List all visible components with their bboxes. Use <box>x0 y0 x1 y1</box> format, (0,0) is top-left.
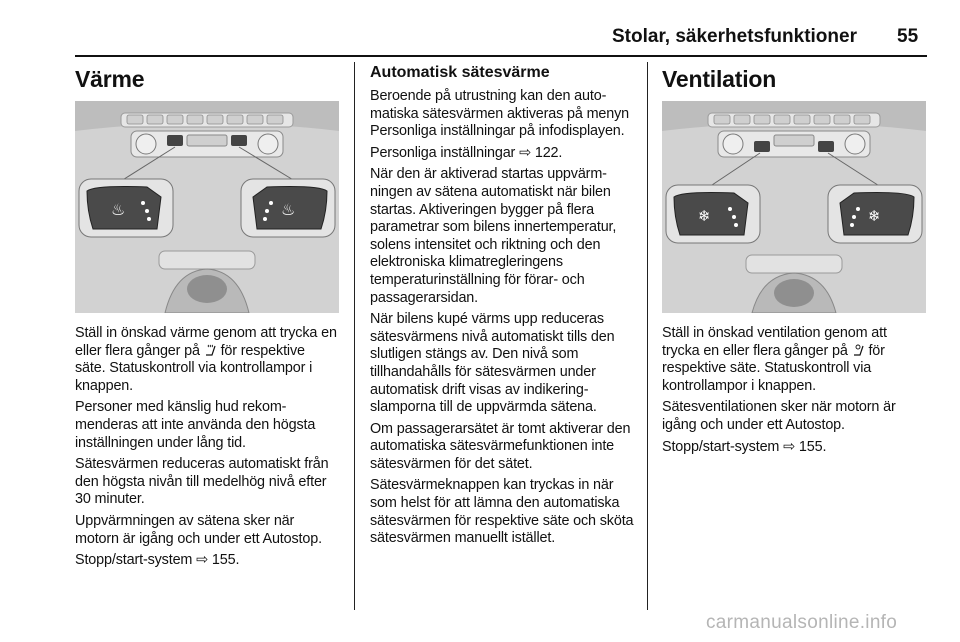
seat-ventilation-icon <box>852 343 865 356</box>
heating-auto-reduce-paragraph: Sätesvärmen reduceras automatiskt från den högsta nivån till medelhög nivå efter 30 minuter. <box>75 456 329 508</box>
page-header <box>0 22 960 52</box>
page-ref-arrow-icon: ⇨ <box>783 438 796 455</box>
heading-automatic-heating: Automatisk sätesvärme <box>370 64 550 81</box>
column-divider-1 <box>354 62 355 610</box>
page-number: 55 <box>897 26 919 47</box>
column-ventilation <box>662 60 926 460</box>
page-ref-arrow-icon: ⇨ <box>196 552 209 569</box>
auto-heating-passenger-paragraph: Om passagerarsätet är tomt aktiverar den automatiska sätesvärmefunktionen inte sätesvärmen för det sätet. <box>370 420 631 472</box>
heating-sensitive-skin-paragraph: Personer med känslig hud rekommenderas att inte använda den högsta inställningen under lång tid. <box>75 399 316 451</box>
ventilation-engine-paragraph: Sätesventilationen sker när motorn är igång och under ett Autostop. <box>662 399 896 433</box>
stop-start-reference-ventilation[interactable]: Stopp/start-system ⇨ 155. <box>662 438 827 455</box>
personal-settings-reference[interactable]: Personliga inställningar ⇨ 122. <box>370 144 563 161</box>
column-heating <box>75 60 339 574</box>
heating-engine-paragraph: Uppvärmningen av sätena sker när motorn är igång och under ett Autostop. <box>75 512 322 547</box>
stop-start-reference[interactable]: Stopp/start-system ⇨ 155. <box>75 552 240 569</box>
auto-heating-manual-paragraph: Sätesvärmeknappen kan tryckas in när som helst för att lämna den automatiska sätesvärmen för respektive säte och sköta sätesvärmen manuellt istället. <box>370 477 634 547</box>
page-title: Stolar, säkerhetsfunktioner <box>612 26 857 47</box>
auto-heating-intro-paragraph: Beroende på utrustning kan den automatiska sätesvärmen aktiveras på menyn Personliga inställningar på infodisplayen. <box>370 88 630 140</box>
seat-heat-icon <box>204 343 217 356</box>
watermark: carmanualsonline.info <box>706 612 898 633</box>
ventilation-instruction-paragraph: Ställ in önskad ventilation genom att trycka en eller flera gånger på för respektive säte. Statuskontroll via kontrollampor i knappen. <box>662 325 887 394</box>
svg-text:❄: ❄ <box>868 207 881 225</box>
heading-ventilation: Ventilation <box>662 66 777 92</box>
header-rule <box>75 55 927 57</box>
heading-heating: Värme <box>75 66 145 92</box>
heating-instruction-paragraph: Ställ in önskad värme genom att trycka en eller flera gånger på för respektive säte. Statuskontroll via kontrollampor i knappen. <box>75 325 337 394</box>
seat-heating-illustration <box>75 101 339 313</box>
svg-text:♨: ♨ <box>281 200 296 219</box>
auto-heating-activation-paragraph: När den är aktiverad startas uppvärmningen av sätena automatiskt när bilen startas. Aktiveringen bygger på flera parametrar som bilens innertemperatur, solens intensitet och riktning och den elektroniska klimatregleringens temperaturinställning för förar- och passagerarsidan. <box>370 166 617 306</box>
svg-text:♨: ♨ <box>111 200 126 219</box>
seat-ventilation-illustration <box>662 101 926 313</box>
page-ref-arrow-icon: ⇨ <box>519 144 531 161</box>
auto-heating-reduce-paragraph: När bilens kupé värms upp reduceras sätesvärmens nivå automatiskt tills den slutligen stängs av. Den nivå som tillhandahålls för sätesvärmen under automatisk drift visas av indikeringslamporna till de uppvärmda sätena. <box>370 311 615 416</box>
svg-text:❄: ❄ <box>698 207 711 225</box>
column-divider-2 <box>647 62 648 610</box>
column-automatic-heating <box>370 60 634 552</box>
